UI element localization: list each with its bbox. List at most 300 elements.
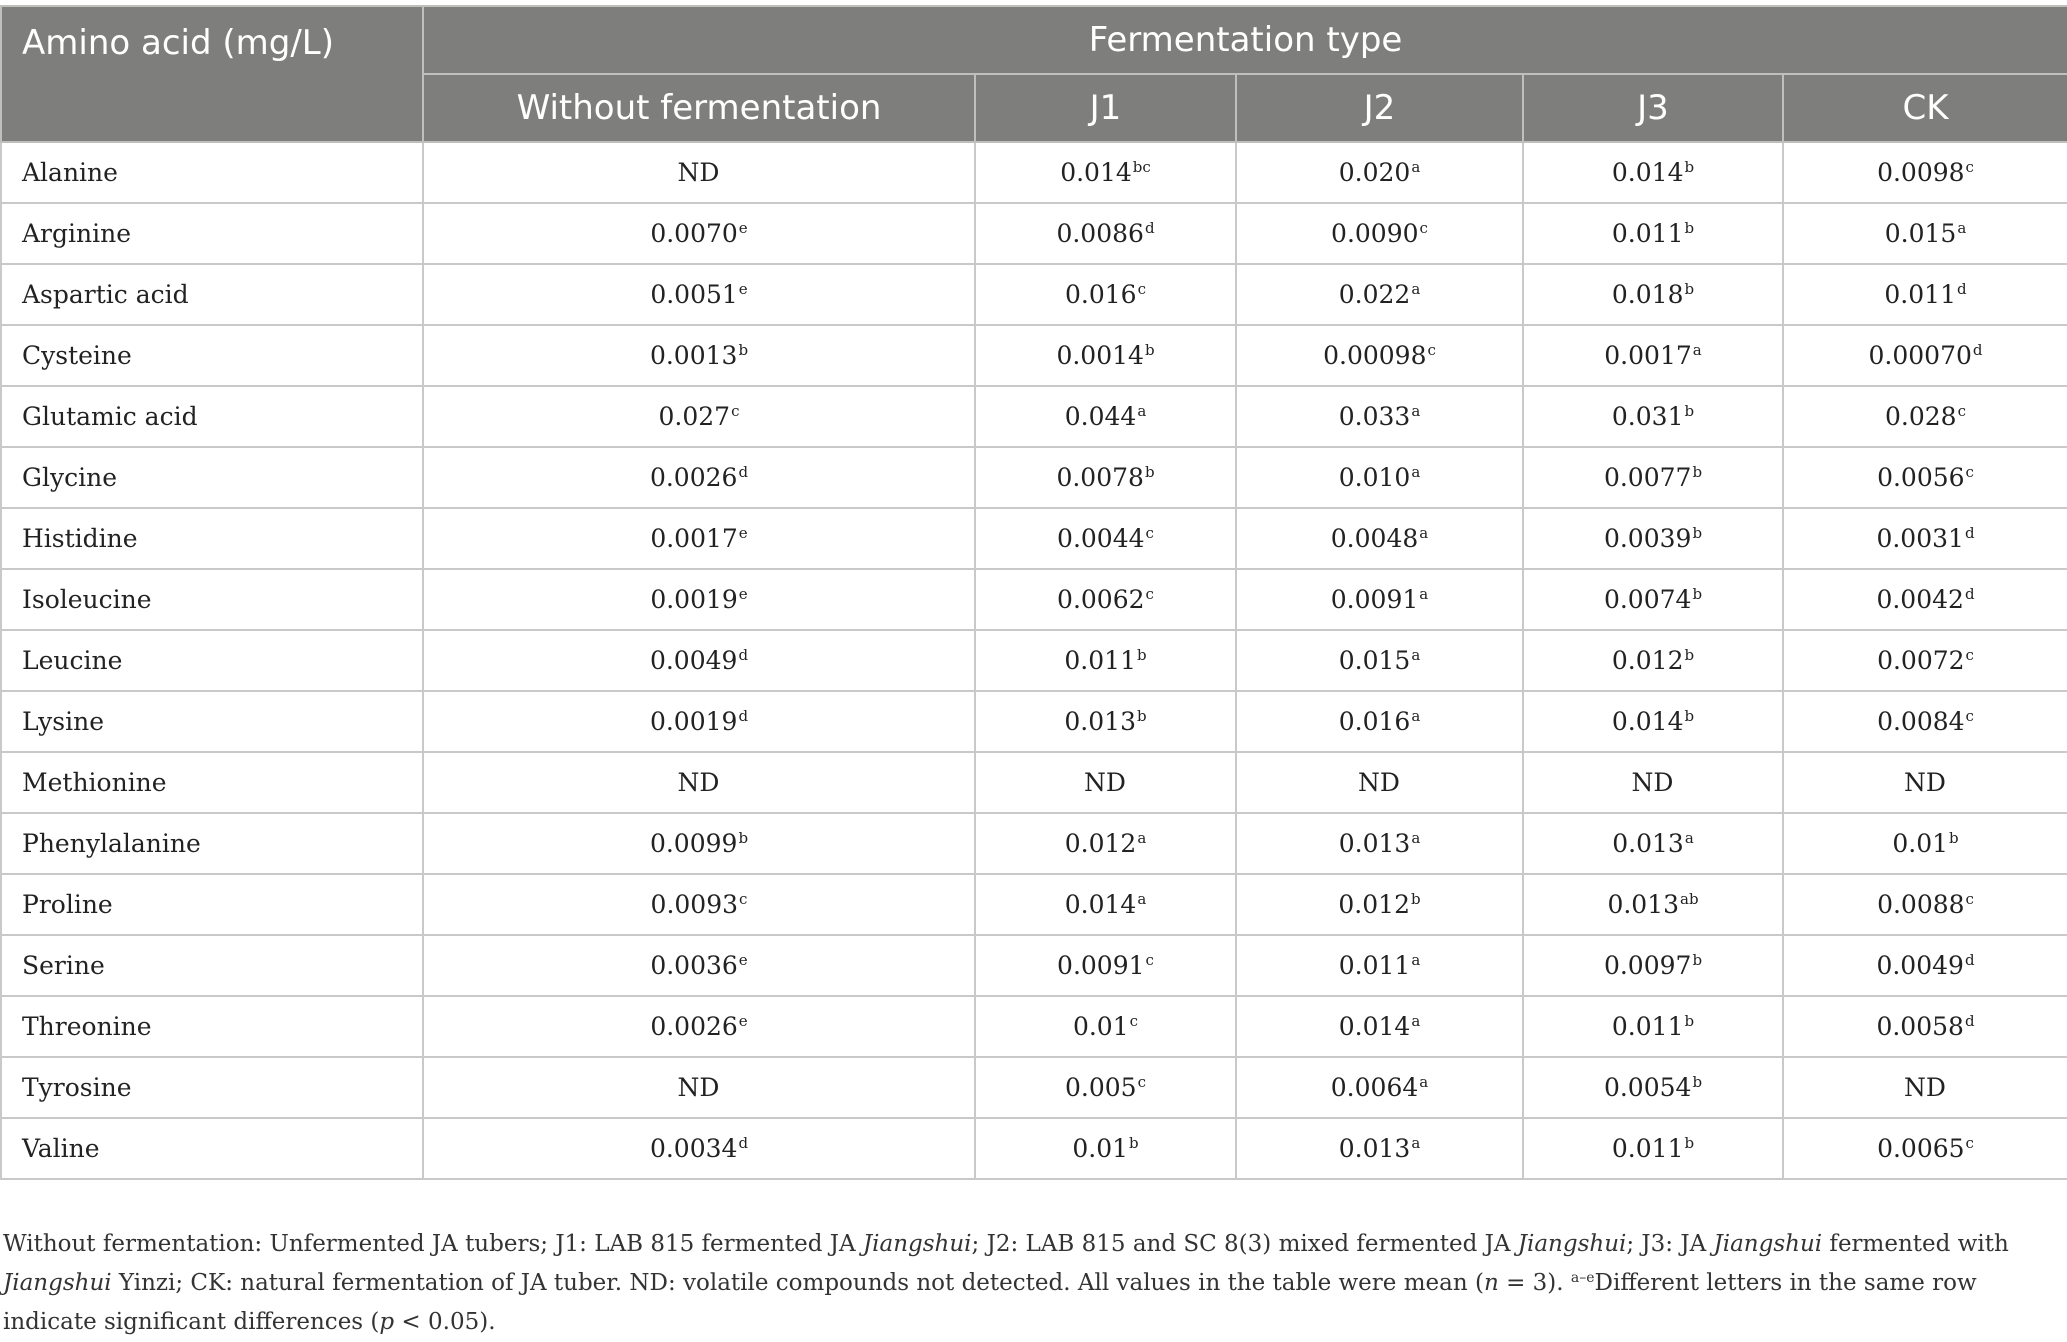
significance-letter: b bbox=[738, 341, 749, 359]
cell-value: 0.033 bbox=[1338, 402, 1411, 431]
amino-acid-name: Proline bbox=[1, 874, 423, 935]
cell-j2 bbox=[1236, 1057, 1523, 1118]
significance-letter: d bbox=[1964, 524, 1975, 542]
cell-value: 0.0017 bbox=[650, 524, 738, 553]
significance-letter: a bbox=[1137, 890, 1147, 908]
cell-value: 0.0091 bbox=[1057, 951, 1145, 980]
significance-letter: c bbox=[1957, 402, 1966, 420]
cell-without-fermentation bbox=[423, 325, 975, 386]
cell-value: 0.027 bbox=[658, 402, 731, 431]
significance-letter: d bbox=[1964, 1012, 1975, 1030]
cell-value: 0.0051 bbox=[650, 280, 738, 309]
significance-letter: c bbox=[1965, 1134, 1974, 1152]
cell-without-fermentation bbox=[423, 813, 975, 874]
footnote-italic: Jiangshui bbox=[1713, 1231, 1823, 1257]
significance-letter: d bbox=[1972, 341, 1983, 359]
cell-ck bbox=[1783, 630, 2067, 691]
significance-letter: c bbox=[1965, 890, 1974, 908]
significance-letter: e bbox=[738, 585, 748, 603]
significance-letter: b bbox=[1410, 890, 1421, 908]
amino-acid-table bbox=[0, 5, 2067, 1180]
significance-letter: a bbox=[1411, 1134, 1421, 1152]
significance-letter: b bbox=[1144, 463, 1155, 481]
cell-ck bbox=[1783, 813, 2067, 874]
significance-letter: a bbox=[1957, 219, 1967, 237]
significance-letter: d bbox=[738, 1134, 749, 1152]
table-row bbox=[1, 325, 2067, 386]
cell-value: 0.013 bbox=[1338, 1134, 1411, 1163]
significance-letter: a bbox=[1411, 707, 1421, 725]
cell-ck bbox=[1783, 752, 2067, 813]
significance-letter: e bbox=[738, 280, 748, 298]
cell-j2 bbox=[1236, 386, 1523, 447]
cell-value: 0.0099 bbox=[649, 829, 738, 858]
table-footnote bbox=[3, 1225, 2053, 1342]
cell-value: ND bbox=[1904, 768, 1946, 797]
significance-letter: c bbox=[739, 890, 748, 908]
cell-j1 bbox=[975, 752, 1236, 813]
cell-value: ND bbox=[1358, 768, 1400, 797]
cell-j3 bbox=[1523, 447, 1783, 508]
cell-j2 bbox=[1236, 203, 1523, 264]
cell-without-fermentation bbox=[423, 996, 975, 1057]
cell-value: 0.031 bbox=[1611, 402, 1684, 431]
cell-j2 bbox=[1236, 264, 1523, 325]
cell-ck bbox=[1783, 569, 2067, 630]
cell-value: 0.0054 bbox=[1603, 1073, 1692, 1102]
significance-letter: d bbox=[1964, 951, 1975, 969]
cell-ck bbox=[1783, 386, 2067, 447]
cell-value: 0.0019 bbox=[650, 585, 738, 614]
cell-j3 bbox=[1523, 508, 1783, 569]
cell-value: 0.0098 bbox=[1877, 158, 1965, 187]
table-row bbox=[1, 996, 2067, 1057]
cell-without-fermentation bbox=[423, 691, 975, 752]
cell-j3 bbox=[1523, 874, 1783, 935]
cell-value: 0.012 bbox=[1611, 646, 1684, 675]
cell-value: 0.005 bbox=[1065, 1073, 1137, 1102]
significance-letter: bc bbox=[1132, 158, 1151, 176]
cell-without-fermentation bbox=[423, 874, 975, 935]
significance-letter: c bbox=[1965, 463, 1974, 481]
table-row bbox=[1, 508, 2067, 569]
significance-letter: b bbox=[1684, 707, 1695, 725]
significance-letter: b bbox=[1692, 463, 1703, 481]
cell-without-fermentation bbox=[423, 203, 975, 264]
cell-value: 0.014 bbox=[1611, 707, 1684, 736]
cell-ck bbox=[1783, 508, 2067, 569]
significance-letter: d bbox=[1144, 219, 1155, 237]
cell-without-fermentation bbox=[423, 752, 975, 813]
significance-letter: a bbox=[1411, 402, 1421, 420]
amino-acid-table-container bbox=[0, 5, 2067, 1180]
cell-j1 bbox=[975, 1118, 1236, 1179]
cell-j1 bbox=[975, 386, 1236, 447]
footnote-text: ; J3: JA bbox=[1626, 1231, 1714, 1257]
cell-without-fermentation bbox=[423, 142, 975, 203]
cell-value: 0.011 bbox=[1338, 951, 1411, 980]
significance-letter: b bbox=[1684, 1134, 1695, 1152]
cell-value: 0.013 bbox=[1338, 829, 1411, 858]
significance-letter: e bbox=[738, 524, 748, 542]
cell-j2 bbox=[1236, 569, 1523, 630]
significance-letter: c bbox=[1145, 524, 1154, 542]
significance-letter: c bbox=[1419, 219, 1428, 237]
cell-value: 0.01 bbox=[1072, 1134, 1129, 1163]
cell-value: 0.0019 bbox=[649, 707, 738, 736]
significance-letter: b bbox=[1949, 829, 1959, 847]
cell-value: 0.014 bbox=[1611, 158, 1684, 187]
footnote-italic: Jiangshui bbox=[1517, 1231, 1627, 1257]
amino-acid-name: Valine bbox=[1, 1118, 423, 1179]
significance-letter: b bbox=[1692, 951, 1703, 969]
table-row bbox=[1, 630, 2067, 691]
cell-ck bbox=[1783, 1118, 2067, 1179]
significance-letter: a bbox=[1419, 524, 1429, 542]
cell-j2 bbox=[1236, 691, 1523, 752]
footnote-italic: Jiangshui bbox=[862, 1231, 972, 1257]
significance-letter: c bbox=[1145, 585, 1154, 603]
table-row bbox=[1, 447, 2067, 508]
significance-letter: b bbox=[738, 829, 749, 847]
cell-j1 bbox=[975, 1057, 1236, 1118]
cell-value: 0.0044 bbox=[1057, 524, 1145, 553]
cell-j3 bbox=[1523, 813, 1783, 874]
cell-value: 0.01 bbox=[1892, 829, 1949, 858]
cell-value: 0.028 bbox=[1885, 402, 1957, 431]
header-col-without-fermentation: Without fermentation bbox=[423, 74, 975, 142]
cell-value: 0.0026 bbox=[650, 1012, 738, 1041]
cell-value: ND bbox=[1084, 768, 1126, 797]
cell-value: 0.0034 bbox=[649, 1134, 738, 1163]
significance-letter: b bbox=[1136, 707, 1147, 725]
footnote-text: Different letters in the same row indicate significant differences ( bbox=[3, 1270, 1977, 1335]
cell-j3 bbox=[1523, 264, 1783, 325]
footnote-italic: n bbox=[1483, 1270, 1499, 1296]
table-row bbox=[1, 813, 2067, 874]
cell-value: 0.013 bbox=[1612, 829, 1684, 858]
cell-value: ND bbox=[1631, 768, 1674, 797]
cell-ck bbox=[1783, 996, 2067, 1057]
cell-ck bbox=[1783, 264, 2067, 325]
cell-value: 0.011 bbox=[1064, 646, 1136, 675]
footnote-text: Yinzi; CK: natural fermentation of JA tuber. ND: volatile compounds not detected. All values in the table were mean ( bbox=[111, 1270, 1484, 1296]
table-row bbox=[1, 1057, 2067, 1118]
table-row bbox=[1, 203, 2067, 264]
amino-acid-name: Lysine bbox=[1, 691, 423, 752]
significance-letter: b bbox=[1692, 1073, 1703, 1091]
cell-value: 0.00098 bbox=[1323, 341, 1427, 370]
table-row bbox=[1, 691, 2067, 752]
cell-value: 0.014 bbox=[1064, 890, 1137, 919]
table-body bbox=[1, 142, 2067, 1179]
cell-value: 0.0074 bbox=[1603, 585, 1692, 614]
amino-acid-name: Tyrosine bbox=[1, 1057, 423, 1118]
amino-acid-name: Alanine bbox=[1, 142, 423, 203]
cell-value: 0.0014 bbox=[1056, 341, 1144, 370]
significance-letter: a bbox=[1419, 1073, 1429, 1091]
cell-j2 bbox=[1236, 508, 1523, 569]
cell-j1 bbox=[975, 813, 1236, 874]
cell-without-fermentation bbox=[423, 508, 975, 569]
significance-letter: c bbox=[1427, 341, 1436, 359]
table-row bbox=[1, 752, 2067, 813]
significance-letter: b bbox=[1684, 280, 1695, 298]
amino-acid-name: Histidine bbox=[1, 508, 423, 569]
cell-value: 0.011 bbox=[1611, 1134, 1684, 1163]
footnote-italic: p bbox=[379, 1309, 395, 1335]
cell-value: 0.0062 bbox=[1057, 585, 1145, 614]
significance-letter: e bbox=[738, 1012, 748, 1030]
significance-letter: b bbox=[1684, 219, 1695, 237]
significance-letter: a bbox=[1411, 951, 1421, 969]
cell-j1 bbox=[975, 874, 1236, 935]
cell-j3 bbox=[1523, 752, 1783, 813]
cell-j1 bbox=[975, 630, 1236, 691]
cell-value: 0.01 bbox=[1072, 1012, 1129, 1041]
cell-value: 0.012 bbox=[1064, 829, 1137, 858]
cell-value: 0.016 bbox=[1338, 707, 1411, 736]
cell-j2 bbox=[1236, 752, 1523, 813]
header-amino-acid: Amino acid (mg/L) bbox=[1, 6, 423, 142]
amino-acid-name: Arginine bbox=[1, 203, 423, 264]
cell-value: 0.0048 bbox=[1330, 524, 1419, 553]
significance-letter: b bbox=[1684, 646, 1695, 664]
significance-letter: c bbox=[1965, 646, 1974, 664]
cell-j3 bbox=[1523, 386, 1783, 447]
footnote-text: < 0.05). bbox=[394, 1309, 496, 1335]
significance-letter: b bbox=[1136, 646, 1147, 664]
cell-without-fermentation bbox=[423, 386, 975, 447]
cell-without-fermentation bbox=[423, 1057, 975, 1118]
cell-ck bbox=[1783, 874, 2067, 935]
significance-letter: c bbox=[1129, 1012, 1139, 1030]
cell-value: 0.014 bbox=[1060, 158, 1132, 187]
table-header bbox=[1, 6, 2067, 142]
footnote-text: Without fermentation: Unfermented JA tubers; J1: LAB 815 fermented JA bbox=[3, 1231, 863, 1257]
cell-value: 0.0065 bbox=[1877, 1134, 1965, 1163]
cell-ck bbox=[1783, 935, 2067, 996]
cell-ck bbox=[1783, 203, 2067, 264]
cell-value: 0.0013 bbox=[649, 341, 738, 370]
amino-acid-name: Glycine bbox=[1, 447, 423, 508]
footnote-italic: Jiangshui bbox=[3, 1270, 112, 1296]
table-row bbox=[1, 569, 2067, 630]
cell-value: 0.0036 bbox=[650, 951, 738, 980]
cell-value: ND bbox=[677, 158, 720, 187]
cell-value: 0.0031 bbox=[1876, 524, 1964, 553]
cell-value: 0.015 bbox=[1338, 646, 1411, 675]
cell-value: 0.0088 bbox=[1877, 890, 1965, 919]
significance-letter: a bbox=[1411, 646, 1421, 664]
cell-without-fermentation bbox=[423, 935, 975, 996]
significance-letter: c bbox=[1145, 951, 1154, 969]
cell-value: 0.018 bbox=[1611, 280, 1684, 309]
cell-value: 0.0026 bbox=[649, 463, 738, 492]
significance-letter: a bbox=[1137, 402, 1147, 420]
cell-j3 bbox=[1523, 1118, 1783, 1179]
significance-letter: d bbox=[738, 463, 749, 481]
cell-value: ND bbox=[1904, 1073, 1946, 1102]
cell-j2 bbox=[1236, 1118, 1523, 1179]
amino-acid-name: Threonine bbox=[1, 996, 423, 1057]
significance-letter: a bbox=[1411, 1012, 1421, 1030]
table-row bbox=[1, 386, 2067, 447]
cell-value: 0.0017 bbox=[1604, 341, 1692, 370]
significance-letter: a bbox=[1411, 280, 1421, 298]
table-row bbox=[1, 142, 2067, 203]
significance-letter: a bbox=[1411, 829, 1421, 847]
cell-value: 0.0064 bbox=[1330, 1073, 1419, 1102]
cell-ck bbox=[1783, 447, 2067, 508]
cell-without-fermentation bbox=[423, 569, 975, 630]
cell-j3 bbox=[1523, 1057, 1783, 1118]
cell-j2 bbox=[1236, 935, 1523, 996]
cell-value: 0.011 bbox=[1884, 280, 1956, 309]
cell-j1 bbox=[975, 996, 1236, 1057]
table-row bbox=[1, 935, 2067, 996]
cell-j2 bbox=[1236, 142, 1523, 203]
header-col-ck: CK bbox=[1783, 74, 2067, 142]
cell-value: 0.0090 bbox=[1331, 219, 1419, 248]
cell-ck bbox=[1783, 142, 2067, 203]
cell-value: 0.0072 bbox=[1877, 646, 1965, 675]
cell-ck bbox=[1783, 691, 2067, 752]
cell-j2 bbox=[1236, 996, 1523, 1057]
footnote-text: fermented with bbox=[1822, 1231, 2009, 1257]
footnote-text: = 3). bbox=[1498, 1270, 1571, 1296]
significance-letter: ab bbox=[1680, 890, 1699, 908]
significance-letter: d bbox=[738, 646, 749, 664]
table-row bbox=[1, 264, 2067, 325]
amino-acid-name: Leucine bbox=[1, 630, 423, 691]
cell-without-fermentation bbox=[423, 264, 975, 325]
cell-j2 bbox=[1236, 447, 1523, 508]
amino-acid-name: Isoleucine bbox=[1, 569, 423, 630]
significance-letter: a bbox=[1411, 158, 1421, 176]
table-row bbox=[1, 874, 2067, 935]
cell-value: 0.013 bbox=[1607, 890, 1680, 919]
significance-letter: b bbox=[1692, 524, 1703, 542]
cell-value: 0.012 bbox=[1338, 890, 1410, 919]
cell-value: 0.0049 bbox=[1876, 951, 1964, 980]
significance-letter: b bbox=[1692, 585, 1703, 603]
cell-without-fermentation bbox=[423, 1118, 975, 1179]
amino-acid-name: Phenylalanine bbox=[1, 813, 423, 874]
cell-j3 bbox=[1523, 996, 1783, 1057]
amino-acid-name: Methionine bbox=[1, 752, 423, 813]
cell-j1 bbox=[975, 325, 1236, 386]
cell-j3 bbox=[1523, 935, 1783, 996]
cell-j3 bbox=[1523, 203, 1783, 264]
cell-value: 0.016 bbox=[1065, 280, 1137, 309]
cell-value: ND bbox=[677, 1073, 720, 1102]
header-col-j3: J3 bbox=[1523, 74, 1783, 142]
cell-value: 0.0058 bbox=[1876, 1012, 1964, 1041]
cell-value: 0.044 bbox=[1064, 402, 1137, 431]
cell-value: 0.0039 bbox=[1603, 524, 1692, 553]
cell-without-fermentation bbox=[423, 630, 975, 691]
header-fermentation-type: Fermentation type bbox=[423, 6, 2067, 74]
cell-value: 0.0049 bbox=[649, 646, 738, 675]
table-row bbox=[1, 1118, 2067, 1179]
amino-acid-name: Glutamic acid bbox=[1, 386, 423, 447]
cell-j1 bbox=[975, 142, 1236, 203]
amino-acid-name: Serine bbox=[1, 935, 423, 996]
significance-letter: d bbox=[1956, 280, 1967, 298]
cell-value: 0.0056 bbox=[1877, 463, 1965, 492]
cell-j3 bbox=[1523, 142, 1783, 203]
significance-letter: c bbox=[731, 402, 740, 420]
cell-value: 0.00070 bbox=[1868, 341, 1972, 370]
cell-value: 0.0084 bbox=[1877, 707, 1965, 736]
header-col-j2: J2 bbox=[1236, 74, 1523, 142]
cell-j1 bbox=[975, 691, 1236, 752]
cell-value: 0.020 bbox=[1338, 158, 1411, 187]
cell-value: 0.0070 bbox=[650, 219, 738, 248]
significance-letter: c bbox=[1965, 158, 1974, 176]
cell-value: 0.014 bbox=[1338, 1012, 1411, 1041]
significance-letter: a bbox=[1137, 829, 1147, 847]
cell-j1 bbox=[975, 203, 1236, 264]
significance-letter: b bbox=[1684, 1012, 1695, 1030]
cell-j3 bbox=[1523, 569, 1783, 630]
cell-without-fermentation bbox=[423, 447, 975, 508]
significance-letter: c bbox=[1137, 280, 1146, 298]
amino-acid-name: Aspartic acid bbox=[1, 264, 423, 325]
cell-j1 bbox=[975, 935, 1236, 996]
footnote-text: ; J2: LAB 815 and SC 8(3) mixed fermented JA bbox=[971, 1231, 1518, 1257]
significance-letter: a bbox=[1692, 341, 1702, 359]
header-col-j1: J1 bbox=[975, 74, 1236, 142]
amino-acid-name: Cysteine bbox=[1, 325, 423, 386]
cell-j1 bbox=[975, 569, 1236, 630]
cell-value: 0.0042 bbox=[1876, 585, 1964, 614]
significance-letter: e bbox=[738, 951, 748, 969]
significance-letter: a bbox=[1684, 829, 1694, 847]
cell-value: 0.022 bbox=[1338, 280, 1411, 309]
significance-letter: a bbox=[1411, 463, 1421, 481]
cell-j2 bbox=[1236, 813, 1523, 874]
significance-letter: b bbox=[1684, 402, 1695, 420]
cell-value: 0.010 bbox=[1338, 463, 1411, 492]
cell-j3 bbox=[1523, 630, 1783, 691]
cell-value: 0.0086 bbox=[1056, 219, 1144, 248]
cell-j3 bbox=[1523, 691, 1783, 752]
cell-j2 bbox=[1236, 630, 1523, 691]
cell-value: 0.015 bbox=[1884, 219, 1957, 248]
cell-j1 bbox=[975, 447, 1236, 508]
cell-value: 0.0097 bbox=[1603, 951, 1692, 980]
cell-value: 0.0077 bbox=[1603, 463, 1692, 492]
significance-letter: c bbox=[1965, 707, 1974, 725]
significance-letter: e bbox=[738, 219, 748, 237]
cell-value: 0.011 bbox=[1611, 1012, 1684, 1041]
cell-value: 0.0091 bbox=[1330, 585, 1419, 614]
cell-value: 0.013 bbox=[1064, 707, 1136, 736]
significance-letter: d bbox=[738, 707, 749, 725]
significance-letter: b bbox=[1684, 158, 1695, 176]
cell-value: ND bbox=[677, 768, 720, 797]
cell-ck bbox=[1783, 325, 2067, 386]
significance-letter: a bbox=[1419, 585, 1429, 603]
significance-letter: d bbox=[1964, 585, 1975, 603]
cell-ck bbox=[1783, 1057, 2067, 1118]
significance-letter: b bbox=[1129, 1134, 1139, 1152]
cell-value: 0.011 bbox=[1611, 219, 1684, 248]
cell-j1 bbox=[975, 508, 1236, 569]
footnote-superscript: a–e bbox=[1570, 1270, 1595, 1286]
